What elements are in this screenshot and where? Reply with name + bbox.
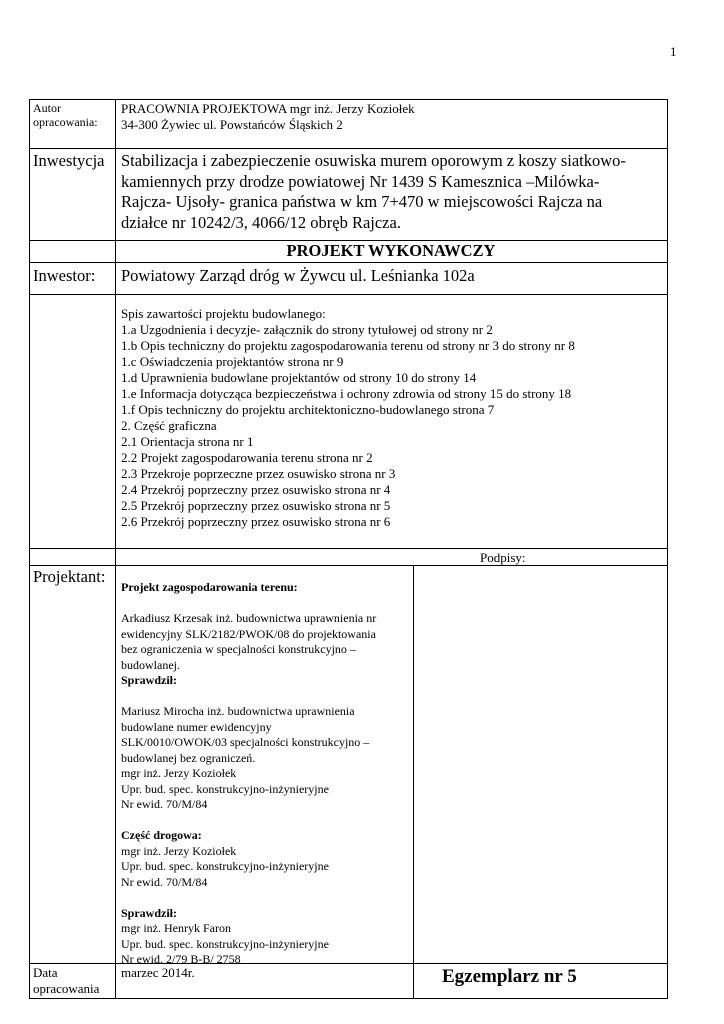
designer-line: Nr ewid. 70/M/84	[121, 797, 208, 811]
designer-line: mgr inż. Jerzy Koziołek	[121, 843, 237, 858]
copy-number: Egzemplarz nr 5	[442, 966, 577, 987]
designer-line	[121, 596, 376, 612]
contents-list	[121, 306, 575, 530]
designer-line	[121, 813, 376, 829]
contents-item: 2.6 Przekrój poprzeczny przez osuwisko strona nr 6	[121, 514, 391, 529]
table-border-right	[667, 99, 668, 999]
designer-line: Arkadiusz Krzesak inż. budownictwa uprawnienia nr	[121, 611, 377, 625]
contents-item: 1.f Opis techniczny do projektu architektoniczno-budowlanego strona 7	[121, 402, 495, 417]
designer-line: budowlane numer ewidencyjny	[121, 719, 272, 734]
designer-section-heading: Sprawdził:	[121, 905, 178, 920]
designer-line: mgr inż. Jerzy Koziołek	[121, 766, 237, 780]
designer-line: Upr. bud. spec. konstrukcyjno-inżynieryjne	[121, 859, 329, 873]
designer-section-heading: Sprawdził:	[121, 673, 178, 687]
contents-item: 1.d Uprawnienia budowlane projektantów od strony 10 do strony 14	[121, 370, 477, 385]
investment-label: Inwestycja	[33, 151, 105, 170]
contents-item: 2.1 Orientacja strona nr 1	[121, 434, 254, 449]
contents-item: 1.b Opis techniczny do projektu zagospodarowania terenu od strony nr 3 do strony nr 8	[121, 338, 575, 353]
contents-item: 2. Część graficzna	[121, 418, 217, 433]
investor-label: Inwestor:	[33, 266, 96, 285]
table-divider	[29, 548, 668, 549]
contents-heading: Spis zawartości projektu budowlanego:	[121, 306, 326, 321]
date-value: marzec 2014r.	[121, 965, 195, 980]
designer-label: Projektant:	[33, 567, 106, 586]
designer-section-heading: Część drogowa:	[121, 828, 202, 842]
designer-line: ewidencyjny SLK/2182/PWOK/08 do projektowania	[121, 626, 376, 641]
table-border-bottom	[29, 998, 668, 999]
designer-line: Nr ewid. 2/79 B-B/ 2758	[121, 952, 241, 966]
table-border-left	[29, 99, 30, 999]
contents-item: 2.4 Przekrój poprzeczny przez osuwisko strona nr 4	[121, 482, 391, 497]
contents-item: 1.e Informacja dotycząca bezpieczeństwa i ochrony zdrowia od strony 15 do strony 18	[121, 386, 572, 401]
table-divider	[29, 148, 668, 149]
designer-line: budowlanej.	[121, 657, 180, 672]
contents-item: 2.5 Przekrój poprzeczny przez osuwisko strona nr 5	[121, 498, 391, 513]
investment-description: Stabilizacja i zabezpieczenie osuwiska murem oporowym z koszy siatkowo- kamiennych przy drodze powiatowej Nr 1439 S Kamesznica –Milówka- Rajcza- Ujsoły- granica państwa w km 7+470 w miejscowości Rajcza na działce nr 10242/3, 4066/12 obręb Rajcza.	[121, 151, 626, 232]
investor-value: Powiatowy Zarząd dróg w Żywcu ul. Leśnianka 102a	[121, 266, 475, 285]
contents-item: 2.2 Projekt zagospodarowania terenu strona nr 2	[121, 450, 373, 465]
designer-line: budowlanej bez ograniczeń.	[121, 750, 256, 765]
signature-area	[414, 566, 667, 963]
page-number: 1	[670, 44, 677, 59]
signatures-label: Podpisy:	[480, 550, 526, 565]
date-label: Data opracowania	[33, 965, 100, 996]
designer-line	[121, 890, 376, 906]
contents-item: 2.3 Przekroje poprzeczne przez osuwisko strona nr 3	[121, 466, 396, 481]
project-type-title: PROJEKT WYKONAWCZY	[286, 241, 496, 260]
designer-line: bez ograniczenia w specjalności konstrukcyjno –	[121, 642, 356, 656]
author-value: PRACOWNIA PROJEKTOWA mgr inż. Jerzy Koziołek 34-300 Żywiec ul. Powstańców Śląskich 2	[121, 101, 415, 132]
designer-line: Nr ewid. 70/M/84	[121, 874, 208, 889]
contents-item: 1.a Uzgodnienia i decyzje- załącznik do strony tytułowej od strony nr 2	[121, 322, 493, 337]
designer-line: Mariusz Mirocha inż. budownictwa uprawnienia	[121, 704, 355, 718]
table-divider	[29, 294, 668, 295]
contents-item: 1.c Oświadczenia projektantów strona nr 9	[121, 354, 344, 369]
designer-line: mgr inż. Henryk Faron	[121, 921, 231, 935]
designer-line: Upr. bud. spec. konstrukcyjno-inżynieryjne	[121, 781, 329, 796]
author-label: Autor opracowania:	[33, 101, 98, 129]
designer-line: SLK/0010/OWOK/03 specjalności konstrukcyjno –	[121, 735, 370, 749]
designer-details	[121, 580, 376, 968]
table-column-divider	[115, 99, 116, 999]
designer-line: Upr. bud. spec. konstrukcyjno-inżynieryjne	[121, 936, 329, 951]
designer-section-heading: Projekt zagospodarowania terenu:	[121, 580, 298, 594]
designer-line	[121, 689, 376, 705]
table-border-top	[29, 99, 668, 100]
table-divider	[29, 262, 668, 263]
